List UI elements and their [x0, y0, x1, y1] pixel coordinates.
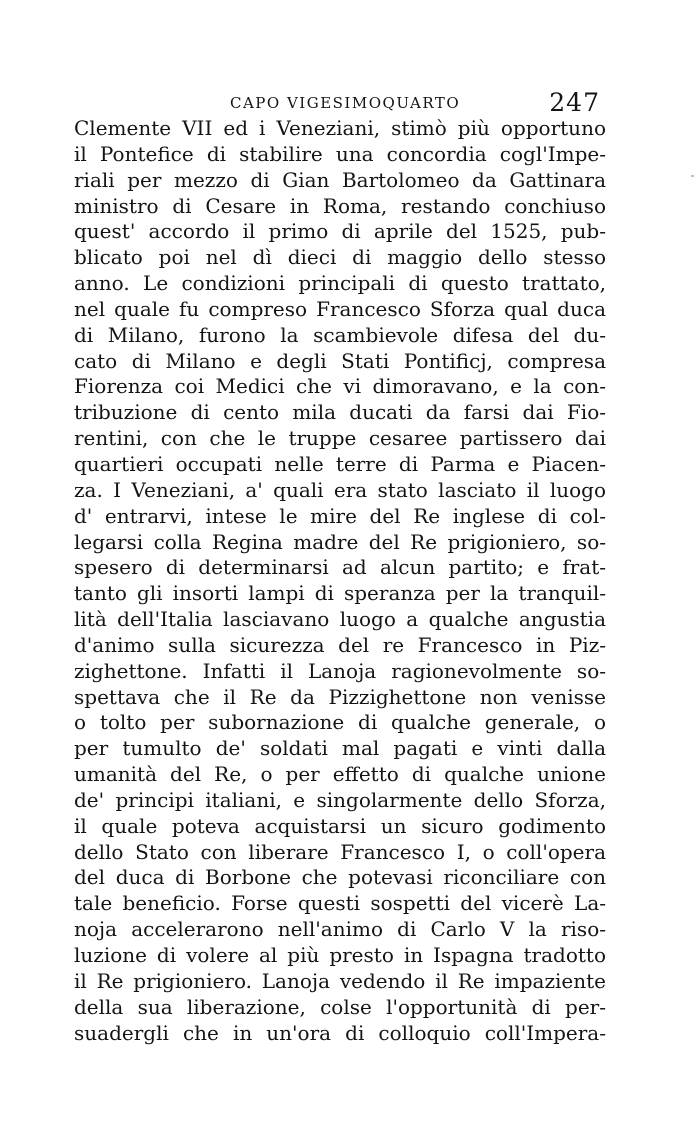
text-line: della sua liberazione, colse l'opportunità di per- — [74, 994, 606, 1019]
text-line: noja accelerarono nell'animo di Carlo V la riso- — [74, 917, 606, 942]
running-head — [74, 88, 606, 117]
text-line: spettava che il Re da Pizzighettone non venisse — [74, 684, 606, 709]
body-text — [74, 116, 606, 1046]
text-line: anno. Le condizioni principali di questo trattato, — [74, 271, 606, 296]
text-line: riali per mezzo di Gian Bartolomeo da Gattinara — [74, 167, 606, 192]
text-line: za. I Veneziani, a' quali era stato lasciato il luogo — [74, 477, 606, 502]
text-line: tale beneficio. Forse questi sospetti del vicerè La- — [74, 891, 606, 916]
text-line: tanto gli insorti lampi di speranza per la tranquil- — [74, 581, 606, 606]
text-line: umanità del Re, o per effetto di qualche unione — [74, 762, 606, 787]
text-line: del duca di Borbone che potevasi riconciliare con — [74, 865, 606, 890]
page-number: 247 — [549, 88, 600, 117]
text-line: quartieri occupati nelle terre di Parma e Piacen- — [74, 451, 606, 476]
text-line: quest' accordo il primo di aprile del 1525, pub- — [74, 219, 606, 244]
text-line: il Re prigioniero. Lanoja vedendo il Re impaziente — [74, 968, 606, 993]
text-line: il quale poteva acquistarsi un sicuro godimento — [74, 813, 606, 838]
text-line: zighettone. Infatti il Lanoja ragionevolmente so- — [74, 658, 606, 683]
text-line: o tolto per subornazione di qualche generale, o — [74, 710, 606, 735]
text-line: per tumulto de' soldati mal pagati e vinti dalla — [74, 736, 606, 761]
text-line: blicato poi nel dì dieci di maggio dello stesso — [74, 245, 606, 270]
text-line: de' principi italiani, e singolarmente dello Sforza, — [74, 787, 606, 812]
text-line: rentini, con che le truppe cesaree partissero dai — [74, 426, 606, 451]
text-line: d' entrarvi, intese le mire del Re inglese di col- — [74, 503, 606, 528]
text-line: Fiorenza coi Medici che vi dimoravano, e la con- — [74, 374, 606, 399]
text-line: suadergli che in un'ora di colloquio coll'Impera- — [74, 1020, 606, 1045]
text-line: ministro di Cesare in Roma, restando conchiuso — [74, 193, 606, 218]
text-line: tribuzione di cento mila ducati da farsi dai Fio- — [74, 400, 606, 425]
text-line: lità dell'Italia lasciavano luogo a qualche angustia — [74, 607, 606, 632]
running-title: CAPO VIGESIMOQUARTO — [230, 94, 461, 112]
text-line: legarsi colla Regina madre del Re prigioniero, so- — [74, 529, 606, 554]
text-line: spesero di determinarsi ad alcun partito; e frat- — [74, 555, 606, 580]
margin-speck — [691, 175, 694, 177]
text-line: Clemente VII ed i Veneziani, stimò più opportuno — [74, 116, 606, 140]
text-line: nel quale fu compreso Francesco Sforza qual duca — [74, 296, 606, 321]
text-line: il Pontefice di stabilire una concordia cogl'Impe- — [74, 141, 606, 166]
text-line: d'animo sulla sicurezza del re Francesco in Piz- — [74, 632, 606, 657]
text-line: luzione di volere al più presto in Ispagna tradotto — [74, 943, 606, 967]
text-line: di Milano, furono la scambievole difesa del du- — [74, 322, 606, 347]
text-line: cato di Milano e degli Stati Pontificj, compresa — [74, 348, 606, 373]
text-line: dello Stato con liberare Francesco I, o coll'opera — [74, 839, 606, 864]
